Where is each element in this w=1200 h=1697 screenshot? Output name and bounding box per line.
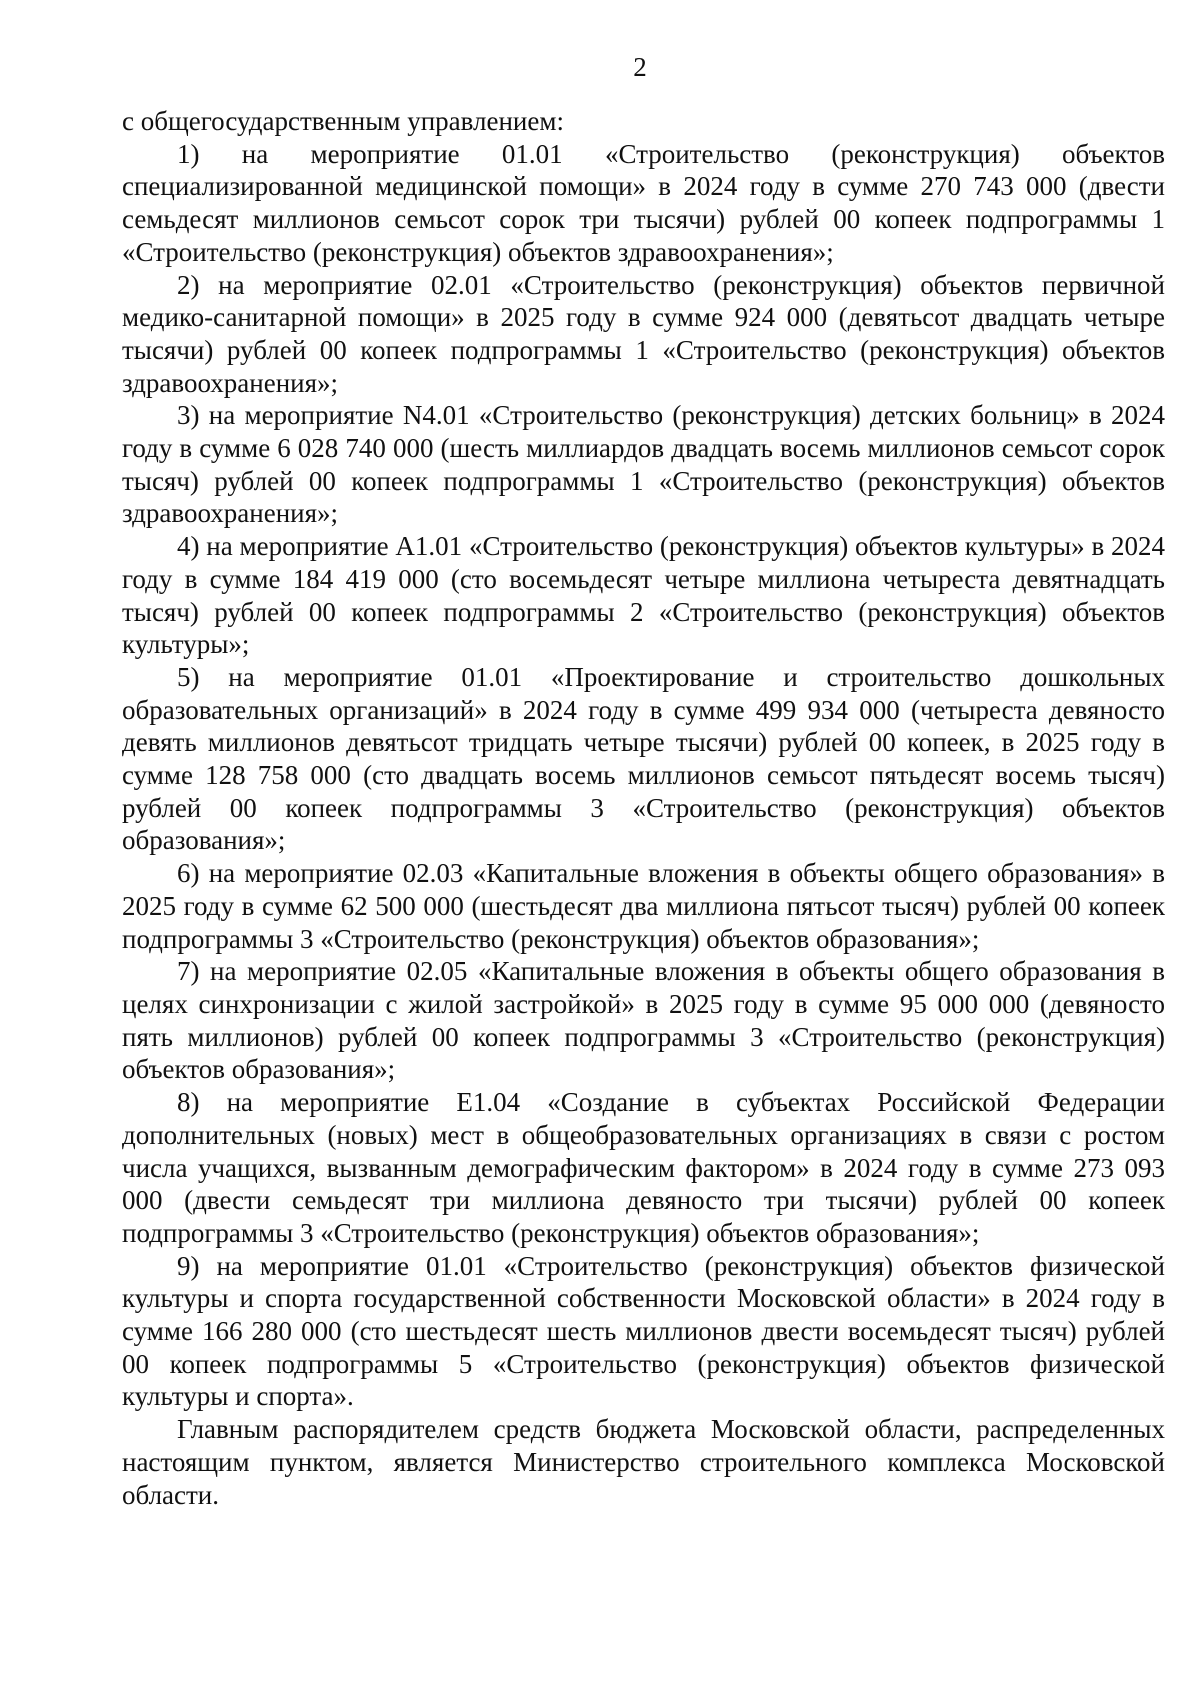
list-item-4: 4) на мероприятие А1.01 «Строительство (реконструкция) объектов культуры» в 2024 году в сумме 184 419 000 (сто восемьдесят четыре миллиона четыреста девятнадцать тысяч) рублей 00 копеек подпрограммы 2 «Строительство (реконструкция) объектов культуры»; [122, 531, 1165, 660]
list-item-8: 8) на мероприятие Е1.04 «Создание в субъектах Российской Федерации дополнительных (новых) мест в общеобразовательных организациях в связи с ростом числа учащихся, вызванным демографическим фактором» в 2024 году в сумме 273 093 000 (двести семьдесят три миллиона девяносто три тысячи) рублей 00 копеек подпрограммы 3 «Строительство (реконструкция) объектов образования»; [122, 1087, 1165, 1248]
document-body [122, 105, 1165, 1511]
closing-paragraph: Главным распорядителем средств бюджета Московской области, распределенных настоящим пунктом, является Министерство строительного комплекса Московской области. [122, 1414, 1165, 1510]
list-item-3: 3) на мероприятие N4.01 «Строительство (реконструкция) детских больниц» в 2024 году в сумме 6 028 740 000 (шесть миллиардов двадцать восемь миллионов семьсот сорок тысяч) рублей 00 копеек подпрограммы 1 «Строительство (реконструкция) объектов здравоохранения»; [122, 400, 1165, 529]
list-item-9: 9) на мероприятие 01.01 «Строительство (реконструкция) объектов физической культуры и спорта государственной собственности Московской области» в 2024 году в сумме 166 280 000 (сто шестьдесят шесть миллионов двести восемьдесят тысяч) рублей 00 копеек подпрограммы 5 «Строительство (реконструкция) объектов физической культуры и спорта». [122, 1250, 1165, 1412]
list-item-6: 6) на мероприятие 02.03 «Капитальные вложения в объекты общего образования» в 2025 году в сумме 62 500 000 (шестьдесят два миллиона пятьсот тысяч) рублей 00 копеек подпрограммы 3 «Строительство (реконструкция) объектов образования»; [122, 858, 1165, 954]
list-item-1: 1) на мероприятие 01.01 «Строительство (реконструкция) объектов специализированной медицинской помощи» в 2024 году в сумме 270 743 000 (двести семьдесят миллионов семьсот сорок три тысячи) рублей 00 копеек подпрограммы 1 «Строительство (реконструкция) объектов здравоохранения»; [122, 138, 1165, 267]
page-number: 2 [633, 52, 647, 82]
list-item-5: 5) на мероприятие 01.01 «Проектирование и строительство дошкольных образовательных организаций» в 2024 году в сумме 499 934 000 (четыреста девяносто девять миллионов девятьсот тридцать четыре тысячи) рублей 00 копеек, в 2025 году в сумме 128 758 000 (сто двадцать восемь миллионов семьсот пятьдесят восемь тысяч) рублей 00 копеек подпрограммы 3 «Строительство (реконструкция) объектов образования»; [122, 661, 1165, 856]
list-item-2: 2) на мероприятие 02.01 «Строительство (реконструкция) объектов первичной медико-санитарной помощи» в 2025 году в сумме 924 000 (девятьсот двадцать четыре тысячи) рублей 00 копеек подпрограммы 1 «Строительство (реконструкция) объектов здравоохранения»; [122, 269, 1165, 398]
opening-line: с общегосударственным управлением: [122, 106, 564, 136]
list-item-7: 7) на мероприятие 02.05 «Капитальные вложения в объекты общего образования в целях синхронизации с жилой застройкой» в 2025 году в сумме 95 000 000 (девяносто пять миллионов) рублей 00 копеек подпрограммы 3 «Строительство (реконструкция) объектов образования»; [122, 956, 1165, 1085]
